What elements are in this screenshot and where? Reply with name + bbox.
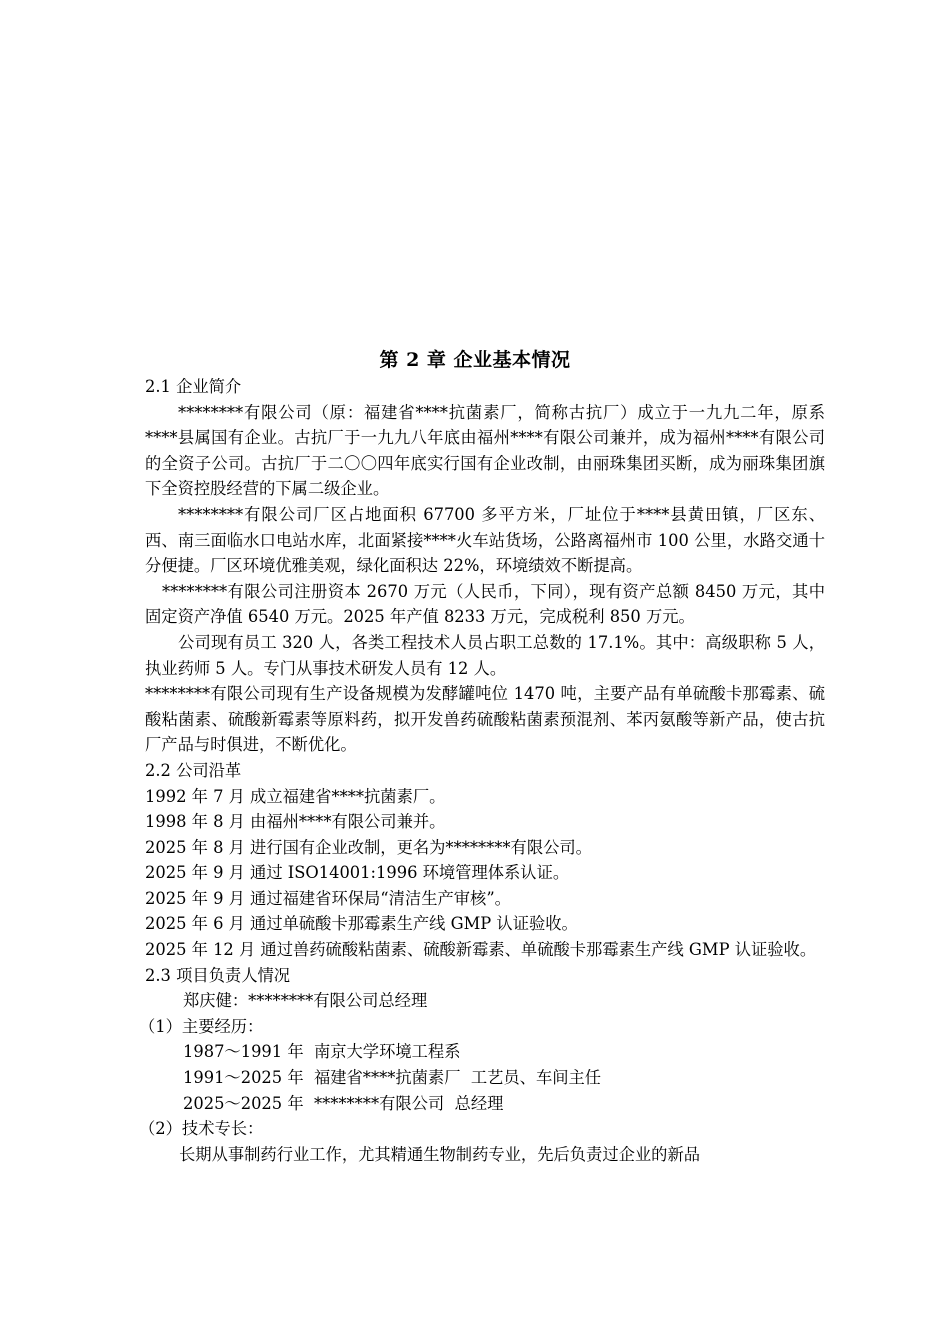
history-item: 2025 年 9 月 通过 ISO14001:1996 环境管理体系认证。 (145, 863, 570, 883)
paragraph-factory-location: ********有限公司厂区占地面积 67700 多平方米，厂址位于****县黄田镇，厂区东、西、南三面临水口电站水库，北面紧接****火车站货场，公路离福州市 100 公里，水路交通十分便捷。厂区环境优雅美观，绿化面积达 22%，环境绩效不断提高。 (145, 504, 825, 576)
history-item: 2025 年 9 月 通过福建省环保局“清洁生产审核”。 (145, 888, 511, 908)
history-item: 2025 年 12 月 通过兽药硫酸粘菌素、硫酸新霉素、单硫酸卡那霉素生产线 GMP 认证验收。 (145, 940, 817, 960)
person-name-title: 郑庆健：********有限公司总经理 (183, 991, 428, 1011)
expertise-heading: （2）技术专长： (139, 1119, 264, 1139)
paragraph-capital: ********有限公司注册资本 2670 万元（人民币，下同），现有资产总额 8450 万元，其中固定资产净值 6540 万元。2025 年产值 8233 万元，完成税利 850 万元。 (145, 581, 825, 627)
experience-item: 2025～2025 年 ********有限公司 总经理 (183, 1093, 504, 1113)
section-heading-2-2: 2.2 公司沿革 (145, 760, 242, 780)
expertise-text: 长期从事制药行业工作，尤其精通生物制药专业，先后负责过企业的新品 (179, 1144, 701, 1164)
experience-heading: （1）主要经历： (139, 1016, 264, 1036)
experience-item: 1987～1991 年 南京大学环境工程系 (183, 1042, 461, 1062)
history-item: 2025 年 8 月 进行国有企业改制，更名为********有限公司。 (145, 837, 592, 857)
experience-item: 1991～2025 年 福建省****抗菌素厂 工艺员、车间主任 (183, 1068, 602, 1088)
history-item: 2025 年 6 月 通过单硫酸卡那霉素生产线 GMP 认证验收。 (145, 914, 578, 934)
paragraph-products: ********有限公司现有生产设备规模为发酵罐吨位 1470 吨，主要产品有单硫酸卡那霉素、硫酸粘菌素、硫酸新霉素等原料药，拟开发兽药硫酸粘菌素预混剂、苯丙氨酸等新产品，使古抗厂产品与时俱进，不断优化。 (145, 684, 825, 755)
document-body (139, 374, 825, 1167)
chapter-title: 第 2 章 企业基本情况 (379, 349, 571, 371)
history-item: 1998 年 8 月 由福州****有限公司兼并。 (145, 812, 446, 832)
history-item: 1992 年 7 月 成立福建省****抗菌素厂。 (145, 786, 446, 806)
paragraph-company-history: ********有限公司（原：福建省****抗菌素厂，简称古抗厂）成立于一九九二年，原系****县属国有企业。古抗厂于一九九八年底由福州****有限公司兼并，成为福州****有限公司的全资子公司。古抗厂于二〇〇四年底实行国有企业改制，由丽珠集团买断，成为丽珠集团旗下全资控股经营的下属二级企业。 (145, 402, 825, 499)
section-heading-2-1: 2.1 企业简介 (145, 377, 242, 396)
paragraph-staff: 公司现有员工 320 人，各类工程技术人员占职工总数的 17.1%。其中：高级职称 5 人，执业药师 5 人。专门从事技术研发人员有 12 人。 (145, 632, 825, 678)
section-heading-2-3: 2.3 项目负责人情况 (145, 965, 291, 985)
